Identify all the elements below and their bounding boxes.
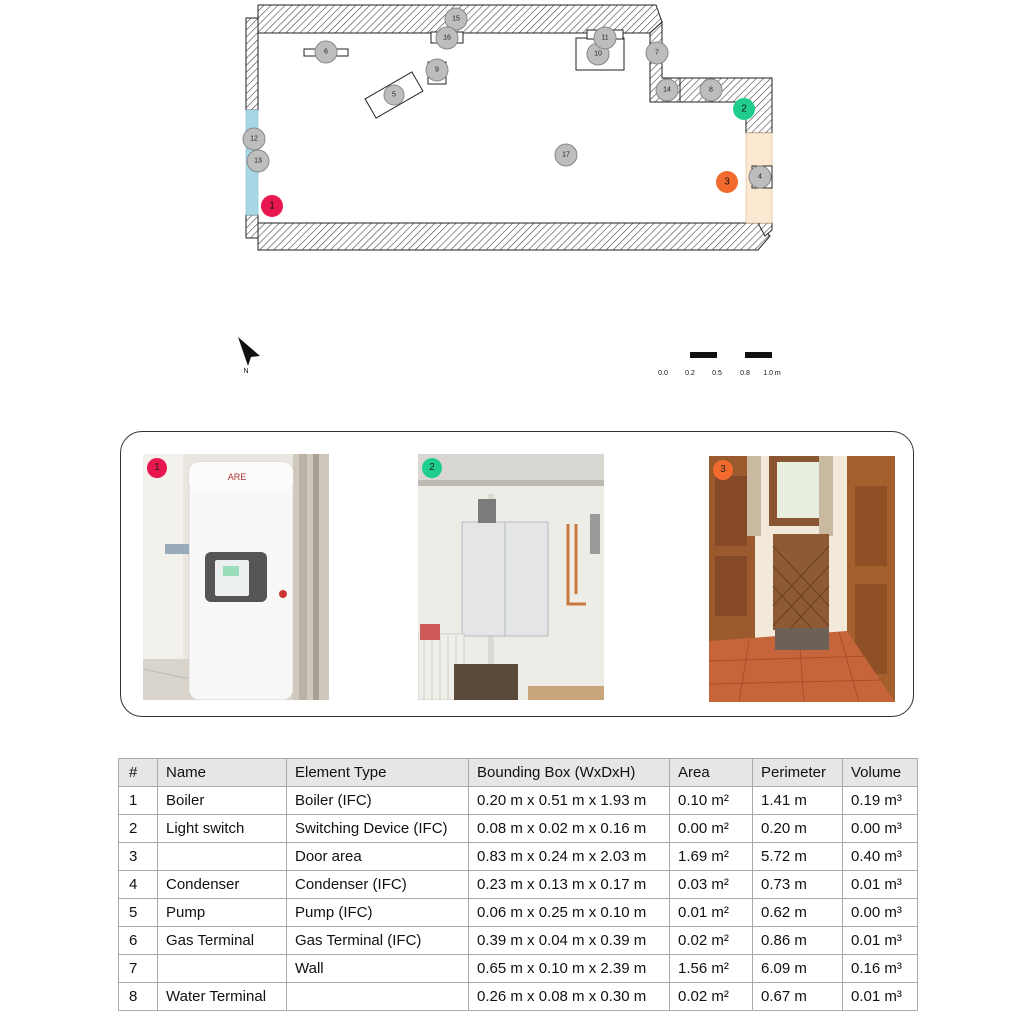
tag-4[interactable] <box>749 166 771 188</box>
cell-perimeter: 6.09 m <box>753 955 843 983</box>
cell-volume: 0.19 m³ <box>843 787 918 815</box>
marker-1[interactable] <box>261 195 283 217</box>
photo-badge-3: 3 <box>713 460 733 480</box>
col-header-name: Name <box>158 759 287 787</box>
cell-name: Gas Terminal <box>158 927 287 955</box>
svg-text:0.5: 0.5 <box>712 370 722 377</box>
cell-bounding-box: 0.26 m x 0.08 m x 0.30 m <box>469 983 670 1011</box>
tag-7[interactable] <box>646 42 668 64</box>
cell-name: Condenser <box>158 871 287 899</box>
cell-bounding-box: 0.08 m x 0.02 m x 0.16 m <box>469 815 670 843</box>
table-row <box>119 983 918 1011</box>
cell-area: 0.01 m² <box>670 899 753 927</box>
col-header-element-type: Element Type <box>287 759 469 787</box>
cell-perimeter: 0.73 m <box>753 871 843 899</box>
cell-number: 3 <box>119 843 158 871</box>
cell-element-type: Gas Terminal (IFC) <box>287 927 469 955</box>
cell-area: 0.10 m² <box>670 787 753 815</box>
cell-element-type <box>287 983 469 1011</box>
elements-table <box>118 758 918 1011</box>
tag-6[interactable] <box>315 41 337 63</box>
cell-element-type: Switching Device (IFC) <box>287 815 469 843</box>
cell-number: 2 <box>119 815 158 843</box>
north-arrow-icon <box>238 337 260 375</box>
cell-number: 5 <box>119 899 158 927</box>
col-header-bounding-box: Bounding Box (WxDxH) <box>469 759 670 787</box>
cell-perimeter: 1.41 m <box>753 787 843 815</box>
tag-14[interactable] <box>656 79 678 101</box>
svg-text:11: 11 <box>601 34 609 42</box>
cell-number: 7 <box>119 955 158 983</box>
cell-name: Pump <box>158 899 287 927</box>
cell-volume: 0.01 m³ <box>843 927 918 955</box>
cell-volume: 0.00 m³ <box>843 899 918 927</box>
svg-text:ARE: ARE <box>227 472 247 482</box>
cell-name: Water Terminal <box>158 983 287 1011</box>
cell-bounding-box: 0.39 m x 0.04 m x 0.39 m <box>469 927 670 955</box>
svg-text:5: 5 <box>392 91 396 99</box>
table-row <box>119 927 918 955</box>
cell-bounding-box: 0.83 m x 0.24 m x 2.03 m <box>469 843 670 871</box>
svg-text:0.8: 0.8 <box>740 370 750 377</box>
table-row <box>119 871 918 899</box>
cell-bounding-box: 0.65 m x 0.10 m x 2.39 m <box>469 955 670 983</box>
svg-text:N: N <box>243 368 249 375</box>
svg-text:3: 3 <box>724 176 730 188</box>
cell-volume: 0.01 m³ <box>843 871 918 899</box>
svg-text:7: 7 <box>655 49 659 57</box>
svg-text:0.0: 0.0 <box>658 370 668 377</box>
svg-text:4: 4 <box>758 173 762 181</box>
tag-11[interactable] <box>594 27 616 49</box>
boiler-photo[interactable] <box>143 454 329 700</box>
photo-badge-1: 1 <box>147 458 167 478</box>
cell-name: Light switch <box>158 815 287 843</box>
tag-17[interactable] <box>555 144 577 166</box>
cell-volume: 0.40 m³ <box>843 843 918 871</box>
cell-element-type: Boiler (IFC) <box>287 787 469 815</box>
cell-element-type: Condenser (IFC) <box>287 871 469 899</box>
cell-volume: 0.16 m³ <box>843 955 918 983</box>
cell-area: 1.56 m² <box>670 955 753 983</box>
tag-13[interactable] <box>247 150 269 172</box>
cell-area: 1.69 m² <box>670 843 753 871</box>
svg-text:14: 14 <box>663 86 671 94</box>
col-header-volume: Volume <box>843 759 918 787</box>
cell-bounding-box: 0.23 m x 0.13 m x 0.17 m <box>469 871 670 899</box>
table-header-row <box>119 759 918 787</box>
cell-element-type: Door area <box>287 843 469 871</box>
col-header-perimeter: Perimeter <box>753 759 843 787</box>
cell-name: Boiler <box>158 787 287 815</box>
tag-5[interactable] <box>384 85 404 105</box>
svg-text:8: 8 <box>709 86 713 94</box>
cell-bounding-box: 0.06 m x 0.25 m x 0.10 m <box>469 899 670 927</box>
cell-name <box>158 955 287 983</box>
cell-number: 1 <box>119 787 158 815</box>
photos-panel <box>120 431 914 717</box>
table-row <box>119 815 918 843</box>
cell-area: 0.02 m² <box>670 927 753 955</box>
svg-text:1: 1 <box>269 200 275 212</box>
tag-12[interactable] <box>243 128 265 150</box>
table-row <box>119 787 918 815</box>
cell-name <box>158 843 287 871</box>
cell-number: 6 <box>119 927 158 955</box>
floor-plan <box>0 0 1024 420</box>
svg-text:13: 13 <box>254 157 262 165</box>
svg-text:10: 10 <box>594 50 602 58</box>
svg-text:12: 12 <box>250 135 258 143</box>
cell-perimeter: 0.67 m <box>753 983 843 1011</box>
cell-volume: 0.01 m³ <box>843 983 918 1011</box>
light-switch-photo[interactable] <box>418 454 604 700</box>
svg-text:15: 15 <box>452 15 460 23</box>
cell-perimeter: 0.20 m <box>753 815 843 843</box>
svg-text:1.0 m: 1.0 m <box>763 370 781 377</box>
col-header-area: Area <box>670 759 753 787</box>
svg-text:2: 2 <box>741 103 747 115</box>
table-row <box>119 843 918 871</box>
svg-text:9: 9 <box>435 66 439 74</box>
svg-text:6: 6 <box>324 48 328 56</box>
cell-number: 4 <box>119 871 158 899</box>
table-row <box>119 899 918 927</box>
tag-8[interactable] <box>700 79 722 101</box>
photo-badge-2: 2 <box>422 458 442 478</box>
cell-perimeter: 0.86 m <box>753 927 843 955</box>
cell-perimeter: 5.72 m <box>753 843 843 871</box>
cell-volume: 0.00 m³ <box>843 815 918 843</box>
cell-element-type: Wall <box>287 955 469 983</box>
cell-area: 0.03 m² <box>670 871 753 899</box>
cell-bounding-box: 0.20 m x 0.51 m x 1.93 m <box>469 787 670 815</box>
svg-text:17: 17 <box>562 151 570 159</box>
cell-perimeter: 0.62 m <box>753 899 843 927</box>
tag-9[interactable] <box>426 59 448 81</box>
cell-area: 0.02 m² <box>670 983 753 1011</box>
tag-16[interactable] <box>436 27 458 49</box>
marker-2[interactable] <box>733 98 755 120</box>
table-row <box>119 955 918 983</box>
scale-bar <box>658 352 781 377</box>
cell-element-type: Pump (IFC) <box>287 899 469 927</box>
svg-text:0.2: 0.2 <box>685 370 695 377</box>
cell-area: 0.00 m² <box>670 815 753 843</box>
cell-number: 8 <box>119 983 158 1011</box>
door-area-photo[interactable] <box>709 456 895 702</box>
furniture <box>304 30 772 188</box>
svg-text:16: 16 <box>443 34 451 42</box>
col-header-number: # <box>119 759 158 787</box>
marker-3[interactable] <box>716 171 738 193</box>
